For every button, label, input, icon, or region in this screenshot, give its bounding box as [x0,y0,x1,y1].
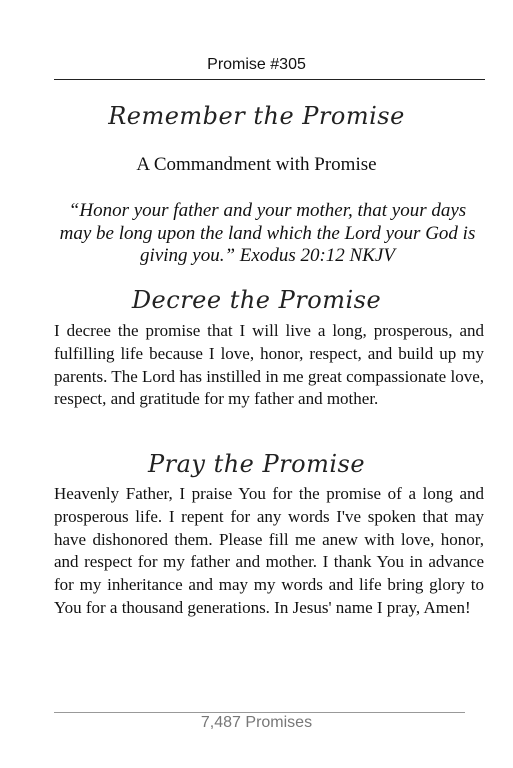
decree-paragraph: I decree the promise that I will live a long, prosperous, and fulfilling life because I love, honor, respect, and build up my parents. The Lord has instilled in me great compassionate love, respect, and gratitude for my father and mother. [54,321,484,409]
scripture-verse: “Honor your father and your mother, that your days may be long upon the land which the Lord your God is giving you.” Exodus 20:12 NKJV [59,200,476,266]
remember-heading: Remember the Promise [108,102,405,130]
footer-divider [54,712,465,713]
decree-heading: Decree the Promise [131,286,382,314]
pray-heading: Pray the Promise [147,450,366,478]
prayer-paragraph: Heavenly Father, I praise You for the promise of a long and prosperous life. I repent for any words I've spoken that may have dishonored them. Please fill me anew with love, honor, and respect for my father and mother. I thank You in advance for my inheritance and may my words and life bring glory to You for a thousand generations. In Jesus' name I pray, Amen! [54,484,484,617]
page-title: Promise #305 [207,56,306,73]
promise-count: 7,487 Promises [200,714,313,731]
section-subtitle: A Commandment with Promise [136,154,377,175]
header-divider [54,79,485,80]
